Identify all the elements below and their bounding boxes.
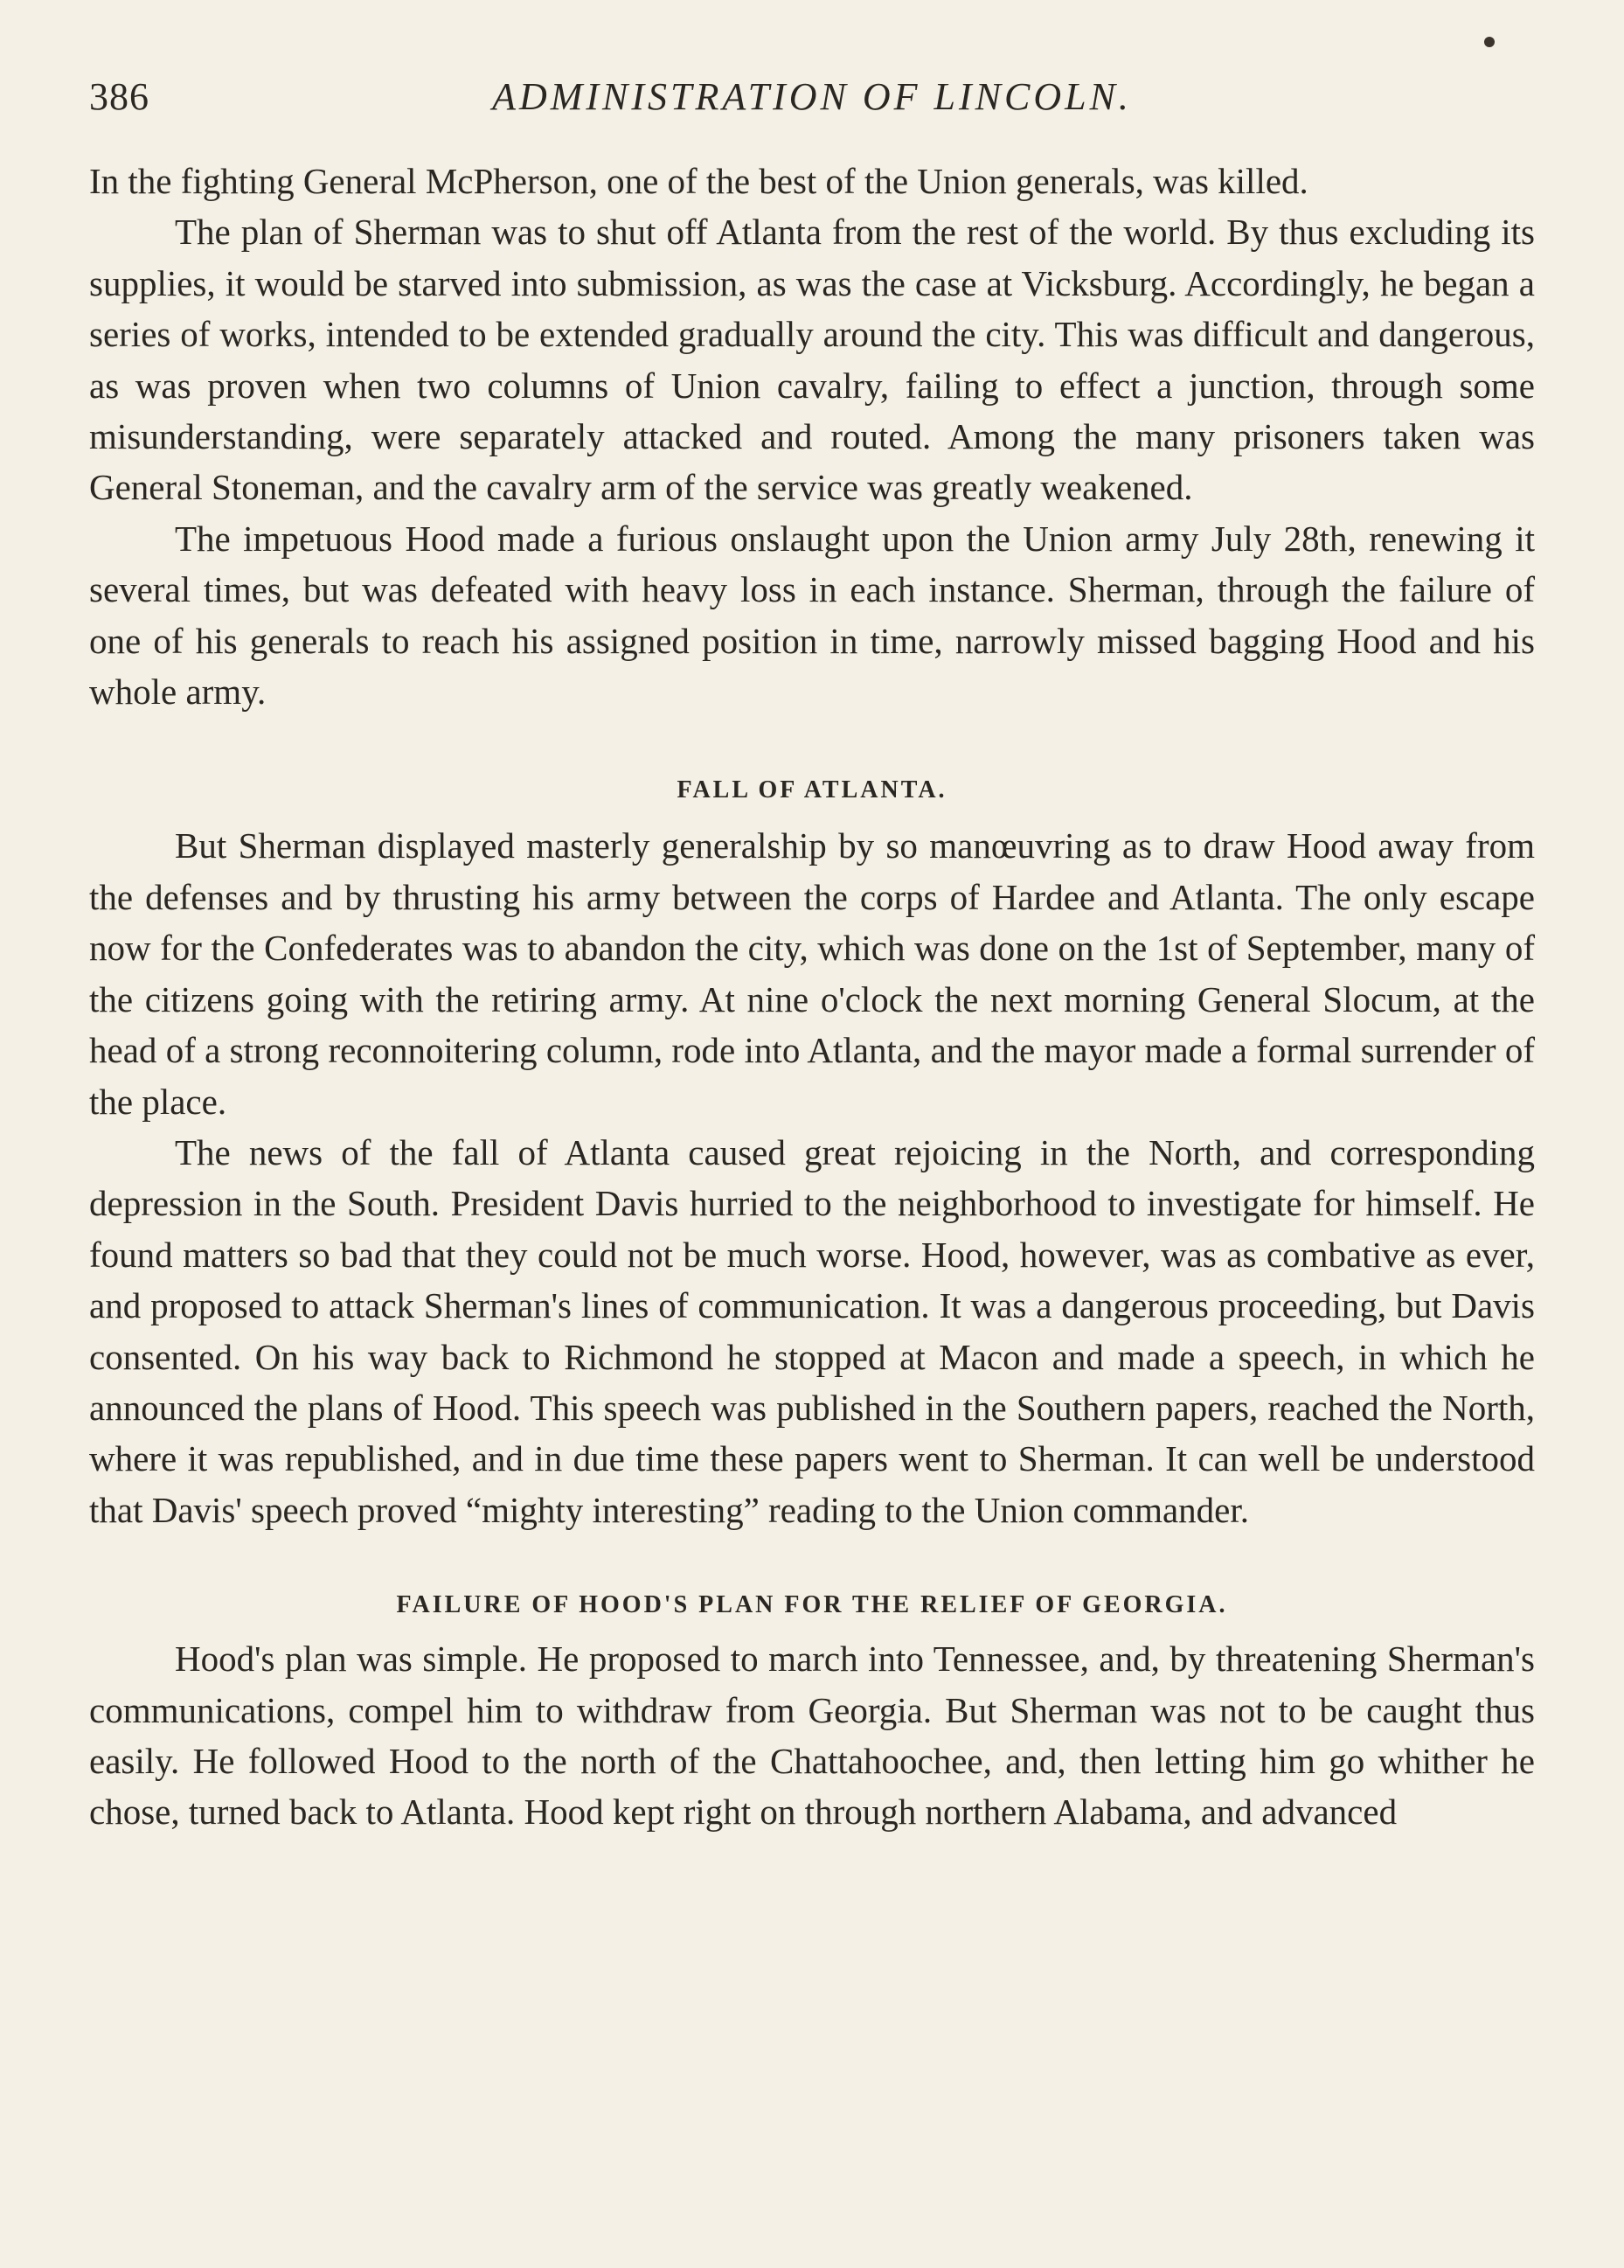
page-number: 386 (89, 75, 149, 118)
paragraph: Hood's plan was simple. He proposed to march into Tennessee, and, by threatening Sherman's communications, compel him to withdraw from Georgia. But Sherman was not to be caught thus easily. He followed Hood to the north of the Chattahoochee, and, then letting him go whither he chose, turned back to Atlanta. Hood kept right on through northern Alabama, and advanced (89, 1638, 1535, 1833)
page-body (89, 156, 1535, 1838)
section-heading-fall-of-atlanta: FALL OF ATLANTA. (677, 776, 947, 804)
paragraph: In the fighting General McPherson, one of the best of the Union generals, was killed. (89, 161, 1308, 201)
page-header (89, 66, 1535, 128)
section-heading-failure-of-hoods-plan: FAILURE OF HOOD'S PLAN FOR THE RELIEF OF GEORGIA. (396, 1591, 1228, 1619)
ink-spot (1484, 37, 1495, 47)
paragraph: But Sherman displayed masterly generalship by so manœuvring as to draw Hood away from the defenses and by thrusting his army between the corps of Hardee and Atlanta. The only escape now for the Confederates was to abandon the city, which was done on the 1st of September, many of the citizens going with the retiring army. At nine o'clock the next morning General Slocum, at the head of a strong reconnoitering column, rode into Atlanta, and the mayor made a formal surrender of the place. (89, 825, 1535, 1122)
paragraph: The impetuous Hood made a furious onslaught upon the Union army July 28th, renewing it several times, but was defeated with heavy loss in each instance. Sherman, through the failure of one of his generals to reach his assigned position in time, narrowly missed bagging Hood and his whole army. (89, 518, 1535, 713)
running-head: ADMINISTRATION OF LINCOLN. (492, 75, 1132, 118)
paragraph: The news of the fall of Atlanta caused great rejoicing in the North, and corresponding depression in the South. President Davis hurried to the neighborhood to investigate for himself. He found matters so bad that they could not be much worse. Hood, however, was as combative as ever, and proposed to attack Sherman's lines of communication. It was a dangerous proceeding, but Davis consented. On his way back to Richmond he stopped at Macon and made a speech, in which he announced the plans of Hood. This speech was published in the Southern papers, reached the North, where it was republished, and in due time these papers went to Sherman. It can well be understood that Davis' speech proved “mighty interesting” reading to the Union commander. (89, 1131, 1535, 1530)
paragraph: The plan of Sherman was to shut off Atlanta from the rest of the world. By thus excluding its supplies, it would be starved into submission, as was the case at Vicksburg. Accordingly, he began a series of works, intended to be extended gradually around the city. This was difficult and dangerous, as was proven when two columns of Union cavalry, failing to effect a junction, through some misunderstanding, were separately attacked and routed. Among the many prisoners taken was General Stoneman, and the cavalry arm of the service was greatly weakened. (89, 212, 1535, 508)
